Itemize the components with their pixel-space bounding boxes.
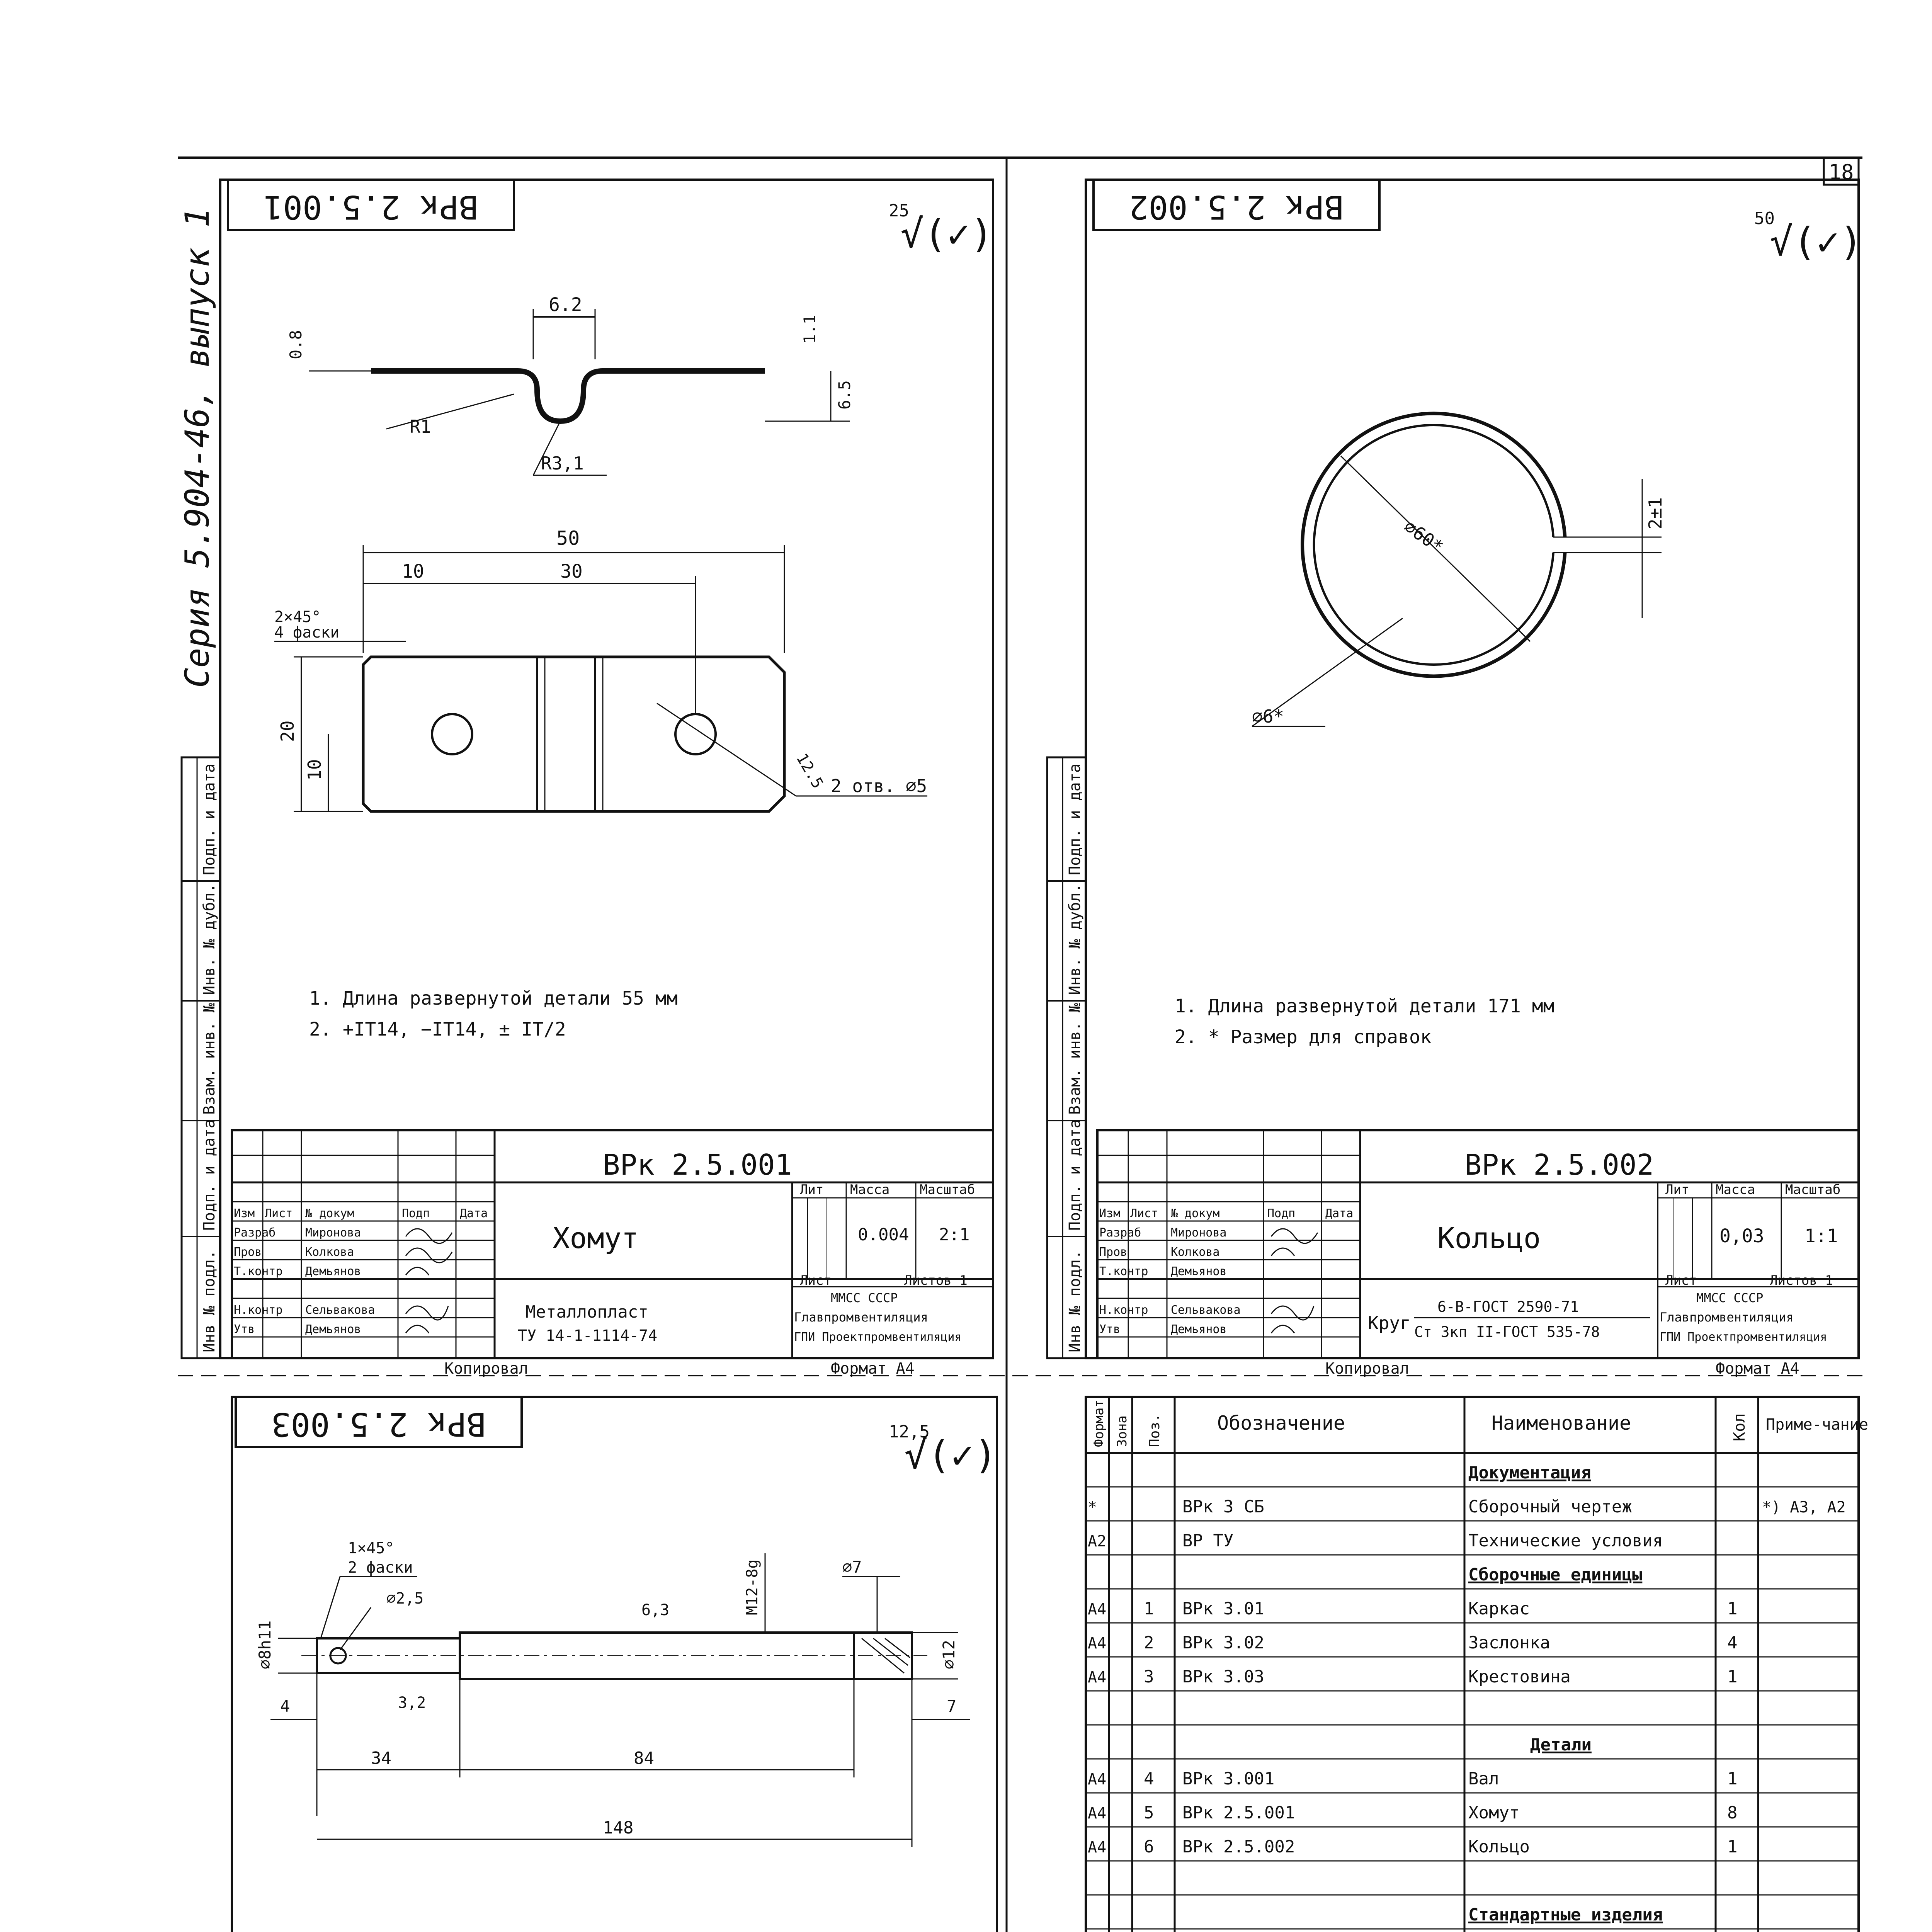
koltso-tb-org1: ММСС СССР [1696, 1291, 1764, 1305]
khomut-tb-role-4: Н.контр [234, 1303, 283, 1317]
spec-cell-format: А2 [1088, 1532, 1107, 1550]
khomut-flipped-code: ВРк 2.5.001 [263, 188, 479, 226]
spec-cell-name: Документация [1468, 1463, 1591, 1483]
spec-header-zone: Зона [1114, 1415, 1130, 1447]
khomut-r31: R3,1 [541, 453, 584, 474]
koltso-tb-role-0: Разраб [1099, 1226, 1141, 1240]
khomut-tb-col-podp: Подп [402, 1207, 430, 1220]
khomut-note-2: 2. +IT14, −IT14, ± IT/2 [309, 1019, 566, 1040]
koltso-tb-material-prefix: Круг [1368, 1313, 1411, 1333]
spec-cell-note: *) А3, А2 [1762, 1498, 1846, 1516]
khomut-dim-50: 50 [556, 527, 580, 549]
khomut-tb-name-5: Демьянов [305, 1323, 361, 1336]
khomut-title-block [232, 1130, 993, 1358]
koltso-roughness-value: 50 [1754, 209, 1775, 228]
khomut-tb-org2: Главпромвентиляция [794, 1310, 928, 1325]
vint-shaft-view [255, 1539, 970, 1847]
koltso-tb-col-podp: Подп [1267, 1207, 1296, 1220]
spec-cell-name: Сборочный чертеж [1468, 1497, 1632, 1517]
spec-cell-pos: 2 [1144, 1633, 1154, 1653]
vint-roughness-sign: √(✓) [904, 1432, 997, 1478]
spec-header-pos: Поз. [1147, 1413, 1163, 1447]
koltso-tb-list: Лист [1665, 1273, 1697, 1288]
khomut-tb-masshtab-h: Масштаб [920, 1182, 975, 1197]
khomut-format-label: Формат А4 [831, 1360, 915, 1378]
khomut-tb-code: ВРк 2.5.001 [603, 1148, 793, 1182]
vint-chamfer-1: 1×45° [348, 1539, 395, 1557]
vint-d84: 84 [634, 1748, 654, 1768]
vint-d7: ⌀7 [842, 1558, 862, 1577]
panel-vint [185, 1397, 997, 1932]
spec-cell-name: Крестовина [1468, 1667, 1571, 1687]
spec-cell-designation: ВРк 3 СБ [1182, 1497, 1264, 1517]
khomut-tb-lit: Лит [800, 1182, 824, 1197]
koltso-copy-label: Копировал [1325, 1360, 1409, 1378]
vint-d34: 34 [371, 1748, 391, 1768]
side-label-inv: Инв № подл. [201, 1250, 218, 1352]
khomut-tb-col-dok: № докум [305, 1207, 354, 1220]
spec-cell-name: Заслонка [1468, 1633, 1550, 1653]
sheet-number: 18 [1828, 160, 1854, 184]
spec-header-qty: Кол [1731, 1413, 1748, 1441]
spec-cell-format: * [1088, 1498, 1097, 1516]
khomut-dim-10v: 10 [304, 759, 325, 781]
koltso-tb-role-2: Т.контр [1099, 1265, 1148, 1278]
koltso-tb-name-0: Миронова [1171, 1226, 1227, 1240]
spec-cell-qty: 1 [1727, 1837, 1738, 1857]
koltso-tb-org3: ГПИ Проектпромвентиляция [1660, 1330, 1827, 1344]
series-label: Серия 5.904-46, выпуск 1 [178, 207, 217, 688]
spec-cell-designation: ВРк 2.5.002 [1182, 1837, 1295, 1857]
koltso-side-label-inv: Инв № подл. [1066, 1250, 1084, 1352]
khomut-roughness-value: 25 [889, 201, 909, 221]
koltso-tb-name-1: Колкова [1171, 1245, 1220, 1259]
koltso-tb-massa: 0,03 [1719, 1225, 1764, 1247]
spec-cell-designation: ВРк 2.5.001 [1182, 1803, 1295, 1823]
vint-d8: ⌀8h11 [255, 1620, 274, 1669]
khomut-dim-08: 0.8 [286, 330, 305, 359]
spec-header-format: Формат [1091, 1400, 1107, 1447]
side-label-dubl: Инв. № дубл. [201, 883, 218, 995]
khomut-tb-material-1: Металлопласт [526, 1302, 648, 1322]
spec-cell-name: Стандартные изделия [1468, 1905, 1663, 1925]
khomut-plan-view [274, 527, 927, 811]
khomut-tb-massa: 0.004 [858, 1225, 909, 1245]
koltso-tb-code: ВРк 2.5.002 [1464, 1148, 1654, 1182]
vint-chamfer-2: 2 фаски [348, 1559, 413, 1577]
spec-header-designation: Обозначение [1217, 1412, 1345, 1434]
koltso-tb-massa-h: Масса [1716, 1182, 1755, 1197]
khomut-tb-role-2: Т.контр [234, 1265, 283, 1278]
koltso-note-1: 1. Длина развернутой детали 171 мм [1175, 995, 1554, 1017]
khomut-tb-masshtab: 2:1 [939, 1225, 970, 1245]
side-label-vzam: Взам. инв. № [201, 1003, 218, 1115]
koltso-tb-name: Кольцо [1437, 1222, 1541, 1255]
koltso-side-label-dubl: Инв. № дубл. [1066, 883, 1084, 995]
spec-cell-name: Кольцо [1468, 1837, 1530, 1857]
vint-flipped-code: ВРк 2.5.003 [271, 1405, 486, 1444]
koltso-title-block [1097, 1130, 1859, 1358]
koltso-tb-name-2: Демьянов [1171, 1265, 1227, 1278]
khomut-tb-name-1: Колкова [305, 1245, 354, 1259]
koltso-tb-material-2: Ст 3кп II-ГОСТ 535-78 [1414, 1323, 1600, 1340]
spec-cell-pos: 4 [1144, 1769, 1154, 1789]
khomut-dim-62: 6.2 [549, 294, 582, 316]
koltso-tb-org2: Главпромвентиляция [1660, 1310, 1794, 1325]
vint-r32: 3,2 [398, 1694, 426, 1712]
khomut-tb-name: Хомут [553, 1222, 639, 1255]
khomut-dim-20: 20 [277, 720, 298, 742]
khomut-dim-10: 10 [402, 561, 424, 582]
khomut-tb-role-5: Утв [234, 1323, 255, 1336]
koltso-tb-name-5: Демьянов [1171, 1323, 1227, 1336]
vint-m12: M12-8g [743, 1559, 761, 1615]
vint-d4: 4 [280, 1697, 290, 1716]
koltso-side-label-vzam: Взам. инв. № [1066, 1003, 1084, 1115]
koltso-tb-listov: Листов 1 [1770, 1273, 1833, 1288]
koltso-format-label: Формат А4 [1716, 1360, 1799, 1378]
spec-cell-qty: 1 [1727, 1769, 1738, 1789]
spec-cell-qty: 8 [1727, 1803, 1738, 1823]
koltso-flipped-code: ВРк 2.5.002 [1129, 188, 1344, 226]
panel-vint-frame [232, 1397, 997, 1932]
khomut-chamfer-1: 2×45° [274, 608, 321, 626]
koltso-tb-material-1: 6-В-ГОСТ 2590-71 [1437, 1298, 1579, 1315]
spec-header-name: Наименование [1492, 1412, 1631, 1434]
koltso-tb-lit: Лит [1665, 1182, 1689, 1197]
khomut-dim-30: 30 [560, 561, 583, 582]
spec-cell-name: Сборочные единицы [1468, 1565, 1643, 1585]
koltso-note-2: 2. * Размер для справок [1175, 1026, 1432, 1048]
koltso-d6: ⌀6* [1252, 706, 1284, 727]
side-label-podp: Подп. и дата [201, 1119, 218, 1231]
spec-cell-pos: 5 [1144, 1803, 1154, 1823]
koltso-side-label-podp2: Подп. и дата [1066, 764, 1084, 875]
spec-cell-format: А4 [1088, 1770, 1107, 1788]
vint-d7b: 7 [947, 1697, 957, 1716]
koltso-side-label-podp: Подп. и дата [1066, 1119, 1084, 1231]
khomut-tb-name-2: Демьянов [305, 1265, 361, 1278]
spec-cell-designation: ВРк 3.001 [1182, 1769, 1275, 1789]
panel-spec [1047, 1397, 1868, 1932]
spec-cell-qty: 1 [1727, 1667, 1738, 1687]
koltso-roughness-sign: √(✓) [1770, 219, 1863, 264]
koltso-ring-view [1252, 413, 1666, 727]
koltso-d60: ⌀60* [1400, 515, 1447, 558]
khomut-tb-org1: ММСС СССР [831, 1291, 898, 1305]
khomut-roughness-sign: √(✓) [900, 211, 993, 257]
vint-r63: 6,3 [641, 1601, 670, 1619]
vint-roughness-value: 12,5 [889, 1422, 930, 1442]
spec-cell-designation: ВРк 3.01 [1182, 1599, 1264, 1619]
khomut-chamfer-2: 4 фаски [274, 624, 340, 641]
khomut-holes: 2 отв. ⌀5 [831, 776, 927, 796]
spec-rows [1086, 1463, 1859, 1932]
vint-d12: ⌀12 [939, 1640, 958, 1669]
spec-cell-designation: ВРк 3.03 [1182, 1667, 1264, 1687]
khomut-tb-listov: Листов 1 [904, 1273, 968, 1288]
vint-d148: 148 [603, 1818, 634, 1838]
spec-cell-pos: 6 [1144, 1837, 1154, 1857]
spec-cell-designation: ВР ТУ [1182, 1531, 1234, 1551]
side-stamp-2 [1047, 757, 1086, 1358]
khomut-copy-label: Копировал [444, 1360, 528, 1378]
panel-khomut [182, 180, 993, 1378]
vint-d25: ⌀2,5 [386, 1590, 424, 1607]
spec-cell-name: Хомут [1468, 1803, 1520, 1823]
koltso-tb-masshtab: 1:1 [1804, 1225, 1838, 1247]
spec-cell-name: Детали [1530, 1735, 1592, 1755]
spec-cell-name: Вал [1468, 1769, 1499, 1789]
spec-cell-qty: 1 [1727, 1599, 1738, 1619]
khomut-tb-col-izm: Изм [234, 1207, 255, 1220]
khomut-tb-col-data: Дата [460, 1207, 488, 1220]
spec-cell-format: А4 [1088, 1600, 1107, 1618]
side-stamp-1 [182, 757, 220, 1358]
side-label-podp2: Подп. и дата [201, 764, 218, 875]
khomut-tb-name-4: Сельвакова [305, 1303, 375, 1317]
koltso-tb-role-1: Пров [1099, 1245, 1128, 1259]
spec-cell-qty: 4 [1727, 1633, 1738, 1653]
khomut-side-view [286, 294, 854, 475]
koltso-tb-name-4: Сельвакова [1171, 1303, 1241, 1317]
khomut-r1: R1 [410, 416, 431, 437]
spec-cell-name: Технические условия [1468, 1531, 1663, 1551]
koltso-tb-role-5: Утв [1099, 1323, 1121, 1336]
spec-cell-name: Каркас [1468, 1599, 1530, 1619]
khomut-tb-list: Лист [800, 1273, 832, 1288]
spec-cell-pos: 3 [1144, 1667, 1154, 1687]
spec-cell-designation: ВРк 3.02 [1182, 1633, 1264, 1653]
khomut-note-1: 1. Длина развернутой детали 55 мм [309, 988, 678, 1009]
khomut-dim-125: 12.5 [793, 750, 827, 792]
khomut-tb-org3: ГПИ Проектпромвентиляция [794, 1330, 962, 1344]
koltso-tb-masshtab-h: Масштаб [1785, 1182, 1841, 1197]
koltso-gap: 2±1 [1645, 497, 1666, 529]
khomut-tb-col-list: Лист [265, 1207, 293, 1220]
koltso-tb-col-dok: № докум [1171, 1207, 1220, 1220]
khomut-tb-name-0: Миронова [305, 1226, 361, 1240]
panel-koltso [1047, 180, 1863, 1378]
spec-cell-format: А4 [1088, 1634, 1107, 1652]
spec-cell-format: А4 [1088, 1668, 1107, 1686]
khomut-tb-material-2: ТУ 14-1-1114-74 [518, 1327, 658, 1345]
spec-header-note: Приме-чание [1766, 1416, 1868, 1434]
khomut-dim-11: 1.1 [800, 315, 819, 344]
koltso-tb-col-data: Дата [1325, 1207, 1354, 1220]
khomut-dim-65: 6.5 [835, 380, 854, 410]
khomut-tb-role-1: Пров [234, 1245, 262, 1259]
spec-cell-format: А4 [1088, 1838, 1107, 1856]
koltso-tb-role-4: Н.контр [1099, 1303, 1148, 1317]
koltso-tb-col-list: Лист [1130, 1207, 1158, 1220]
spec-cell-format: А4 [1088, 1804, 1107, 1822]
khomut-tb-massa-h: Масса [850, 1182, 890, 1197]
koltso-tb-col-izm: Изм [1099, 1207, 1121, 1220]
spec-cell-pos: 1 [1144, 1599, 1154, 1619]
khomut-tb-role-0: Разраб [234, 1226, 276, 1240]
